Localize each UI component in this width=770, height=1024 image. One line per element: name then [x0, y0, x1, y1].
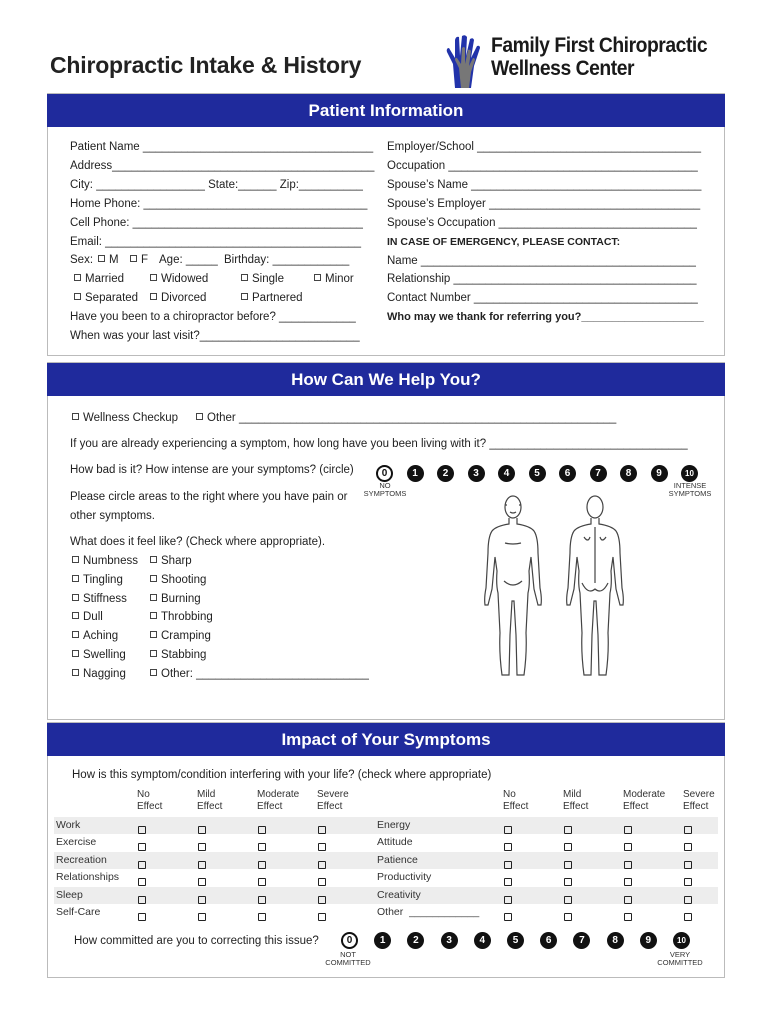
separated-checkbox[interactable]: [74, 291, 138, 305]
impact-row-label: Attitude: [377, 836, 413, 849]
commitment-scale-circle[interactable]: 0: [341, 932, 358, 949]
widowed-label: Widowed: [161, 273, 209, 285]
checkbox-icon: [138, 861, 146, 869]
sex-f-checkbox[interactable]: [130, 253, 148, 267]
feel-checkbox[interactable]: [150, 573, 206, 587]
feel-checkbox[interactable]: [72, 629, 118, 643]
address-field[interactable]: Address_________________________________________: [70, 160, 375, 172]
wellness-checkup-label: Wellness Checkup: [83, 412, 179, 424]
divorced-checkbox[interactable]: [150, 291, 206, 305]
table-row: [54, 834, 718, 851]
checkbox-icon: [318, 826, 326, 834]
feel-label: Tingling: [83, 573, 123, 586]
checkbox-icon: [150, 612, 157, 619]
intensity-scale-circle[interactable]: 9: [651, 465, 668, 482]
impact-column-header: Mild Effect: [563, 789, 589, 812]
feel-checkbox[interactable]: [72, 554, 138, 568]
single-checkbox[interactable]: [241, 272, 284, 286]
impact-row-label: Relationships: [56, 871, 120, 884]
feel-label: Aching: [83, 630, 119, 643]
feel-checkbox[interactable]: [150, 610, 213, 624]
impact-checkbox[interactable]: [504, 908, 512, 926]
impact-row-label: Creativity: [377, 888, 421, 901]
checkbox-icon: [624, 826, 632, 834]
sex-m-checkbox[interactable]: [98, 253, 119, 267]
feel-label: Stiffness: [83, 592, 127, 605]
feel-label: Burning: [161, 592, 201, 605]
checkbox-icon: [198, 913, 206, 921]
impact-row-label: Energy: [377, 819, 411, 831]
feel-label: Throbbing: [161, 611, 213, 624]
impact-column-header: No Effect: [137, 789, 163, 812]
help-heading: How Can We Help You?: [47, 363, 725, 396]
impact-checkbox[interactable]: [258, 908, 266, 926]
cell-phone-field[interactable]: Cell Phone: ____________________________________: [70, 217, 363, 229]
sex-f-label: F: [141, 254, 149, 266]
commitment-scale-circle[interactable]: 6: [540, 932, 557, 949]
intensity-scale-circle[interactable]: 0: [376, 465, 393, 482]
commitment-scale-circle[interactable]: 4: [474, 932, 491, 949]
checkbox-icon: [684, 826, 692, 834]
age-field[interactable]: Age: _____: [159, 254, 218, 266]
other-help-label: Other ___________________________________________________________: [207, 412, 617, 424]
checkbox-icon: [504, 913, 512, 921]
impact-column-header: Severe Effect: [683, 789, 715, 812]
impact-row-label: Exercise: [56, 836, 97, 849]
checkbox-icon: [258, 843, 266, 851]
intensity-scale-circle[interactable]: 4: [498, 465, 515, 482]
feel-checkbox[interactable]: [150, 667, 369, 681]
impact-row-label: Self-Care: [56, 906, 101, 918]
table-row: [54, 904, 718, 921]
impact-checkbox[interactable]: [138, 908, 146, 926]
clinic-name-line1: Family First Chiropractic: [491, 34, 708, 57]
checkbox-icon: [150, 669, 157, 676]
intensity-scale-circle[interactable]: 6: [559, 465, 576, 482]
checkbox-icon: [150, 594, 157, 601]
checkbox-icon: [684, 913, 692, 921]
commitment-high-label: VERY COMMITTED: [657, 950, 703, 967]
intensity-scale-circle[interactable]: 7: [590, 465, 607, 482]
occupation-field[interactable]: Occupation _______________________________________: [387, 160, 698, 172]
email-field[interactable]: Email: ________________________________________: [70, 236, 361, 248]
minor-checkbox[interactable]: [314, 272, 354, 286]
city-state-zip-field[interactable]: City: _________________ State:______ Zip:__________: [70, 179, 363, 191]
feel-label: Stabbing: [161, 649, 207, 661]
patient-name-field[interactable]: Patient Name ____________________________________: [70, 141, 374, 153]
checkbox-icon: [258, 913, 266, 921]
checkbox-icon: [564, 843, 572, 851]
body-back-diagram[interactable]: [560, 493, 630, 683]
impact-column-header: Mild Effect: [197, 789, 223, 812]
impact-row-label: Productivity: [377, 871, 432, 884]
emergency-contact-number-field[interactable]: Contact Number ___________________________________: [387, 292, 698, 304]
checkbox-icon: [684, 878, 692, 886]
intensity-scale-circle[interactable]: 10: [681, 465, 698, 482]
page-title: Chiropractic Intake & History: [50, 52, 362, 78]
checkbox-icon: [138, 826, 146, 834]
checkbox-icon: [564, 913, 572, 921]
checkbox-icon: [150, 650, 157, 657]
checkbox-icon: [564, 878, 572, 886]
checkbox-icon: [258, 861, 266, 869]
feel-label: Numbness: [83, 555, 138, 567]
checkbox-icon: [504, 896, 512, 904]
checkbox-icon: [72, 594, 79, 601]
checkbox-icon: [72, 669, 79, 676]
last-visit-field[interactable]: When was your last visit?_________________________: [70, 330, 360, 342]
feel-question: What does it feel like? (Check where appropriate).: [70, 536, 326, 548]
intensity-scale-circle[interactable]: 5: [529, 465, 546, 482]
referral-field[interactable]: Who may we thank for referring you?____________________: [387, 311, 704, 323]
clinic-name-line2: Wellness Center: [491, 57, 635, 80]
impact-question: How is this symptom/condition interfering with your life? (check where appropriate): [72, 769, 492, 781]
checkbox-icon: [198, 843, 206, 851]
intensity-low-label: NO SYMPTOMS: [363, 481, 407, 498]
widowed-checkbox[interactable]: [150, 272, 208, 286]
intensity-scale-circle[interactable]: 3: [468, 465, 485, 482]
impact-row-label: Work: [56, 819, 81, 831]
checkbox-icon: [318, 878, 326, 886]
partnered-checkbox[interactable]: [241, 291, 303, 305]
checkbox-icon: [72, 612, 79, 619]
table-row: [54, 869, 718, 886]
commitment-scale-circle[interactable]: 2: [407, 932, 424, 949]
feel-checkbox[interactable]: [150, 554, 192, 568]
birthday-field[interactable]: Birthday: ____________: [224, 254, 350, 266]
impact-checkbox[interactable]: [624, 908, 632, 926]
impact-checkbox[interactable]: [684, 908, 692, 926]
spouse-name-field[interactable]: Spouse’s Name ____________________________________: [387, 179, 702, 191]
married-label: Married: [85, 273, 124, 285]
spouse-occupation-field[interactable]: Spouse’s Occupation _______________________________: [387, 217, 697, 229]
impact-row-label: Recreation: [56, 853, 107, 866]
sex-label: Sex:: [70, 254, 94, 266]
impact-column-header: Moderate Effect: [623, 789, 666, 812]
checkbox-icon: [198, 878, 206, 886]
table-row: [54, 817, 718, 834]
checkbox-icon: [504, 861, 512, 869]
feel-checkbox[interactable]: [150, 592, 201, 606]
commitment-question: How committed are you to correcting this issue?: [74, 935, 319, 947]
divorced-label: Divorced: [161, 292, 207, 304]
commitment-scale-circle[interactable]: 7: [573, 932, 590, 949]
checkbox-icon: [624, 878, 632, 886]
table-row: [54, 852, 718, 869]
hand-logo-icon: [441, 34, 489, 90]
feel-label: Dull: [83, 611, 103, 624]
checkbox-icon: [198, 826, 206, 834]
checkbox-icon: [150, 556, 157, 563]
checkbox-icon: [72, 556, 79, 563]
checkbox-icon: [198, 861, 206, 869]
commitment-scale-circle[interactable]: 8: [607, 932, 624, 949]
checkbox-icon: [684, 896, 692, 904]
checkbox-icon: [504, 843, 512, 851]
spouse-employer-field[interactable]: Spouse’s Employer _________________________________: [387, 198, 701, 210]
feel-label: Swelling: [83, 649, 126, 661]
checkbox-icon: [684, 843, 692, 851]
feel-checkbox[interactable]: [72, 610, 103, 624]
checkbox-icon: [504, 826, 512, 834]
checkbox-icon: [138, 878, 146, 886]
feel-checkbox[interactable]: [150, 648, 206, 662]
body-front-diagram[interactable]: [478, 493, 548, 683]
impact-heading: Impact of Your Symptoms: [47, 723, 725, 756]
intensity-scale-circle[interactable]: 1: [407, 465, 424, 482]
impact-column-header: Severe Effect: [317, 789, 349, 812]
checkbox-icon: [318, 861, 326, 869]
feel-checkbox[interactable]: [72, 592, 127, 606]
sex-m-label: M: [109, 254, 119, 266]
employer-field[interactable]: Employer/School ___________________________________: [387, 141, 701, 153]
intensity-scale-circle[interactable]: 2: [437, 465, 454, 482]
checkbox-icon: [72, 631, 79, 638]
checkbox-icon: [198, 896, 206, 904]
commitment-scale-circle[interactable]: 3: [441, 932, 458, 949]
checkbox-icon: [624, 843, 632, 851]
checkbox-icon: [258, 896, 266, 904]
checkbox-icon: [564, 861, 572, 869]
checkbox-icon: [504, 878, 512, 886]
checkbox-icon: [138, 896, 146, 904]
emergency-contact-heading: IN CASE OF EMERGENCY, PLEASE CONTACT:: [387, 236, 621, 248]
feel-checkbox[interactable]: [72, 667, 126, 681]
partnered-label: Partnered: [252, 292, 303, 304]
symptom-duration-field[interactable]: If you are already experiencing a symptom, how long have you been living with it? _______________________________: [70, 438, 688, 450]
patient-info-heading: Patient Information: [47, 94, 725, 127]
checkbox-icon: [138, 843, 146, 851]
checkbox-icon: [624, 861, 632, 869]
single-label: Single: [252, 273, 284, 285]
checkbox-icon: [258, 826, 266, 834]
emergency-relationship-field[interactable]: Relationship ______________________________________: [387, 273, 697, 285]
circle-areas-instruction-2: other symptoms.: [70, 510, 155, 522]
feel-label: Sharp: [161, 555, 192, 567]
impact-row-label: Other ____________: [377, 906, 480, 918]
other-help-field[interactable]: [196, 411, 616, 425]
impact-checkbox[interactable]: [564, 908, 572, 926]
circle-areas-instruction-1: Please circle areas to the right where you have pain or: [70, 491, 348, 503]
impact-checkbox[interactable]: [198, 908, 206, 926]
wellness-checkup-checkbox[interactable]: [72, 411, 178, 425]
commitment-scale-circle[interactable]: 9: [640, 932, 657, 949]
checkbox-icon: [624, 913, 632, 921]
checkbox-icon: [138, 913, 146, 921]
impact-column-header: Moderate Effect: [257, 789, 300, 812]
commitment-low-label: NOT COMMITTED: [325, 950, 371, 967]
separated-label: Separated: [85, 292, 139, 304]
intensity-high-label: INTENSE SYMPTOMS: [668, 481, 712, 498]
impact-checkbox[interactable]: [318, 908, 326, 926]
home-phone-field[interactable]: Home Phone: ___________________________________: [70, 198, 368, 210]
commitment-scale-circle[interactable]: 1: [374, 932, 391, 949]
clinic-name: [491, 34, 707, 80]
commitment-scale-circle[interactable]: 10: [673, 932, 690, 949]
impact-column-header: No Effect: [503, 789, 529, 812]
impact-row-label: Patience: [377, 853, 418, 866]
checkbox-icon: [72, 650, 79, 657]
married-checkbox[interactable]: [74, 272, 124, 286]
feel-checkbox[interactable]: [72, 573, 123, 587]
previous-chiropractor-field[interactable]: Have you been to a chiropractor before? ____________: [70, 311, 356, 323]
checkbox-icon: [564, 896, 572, 904]
table-row: [54, 887, 718, 904]
checkbox-icon: [564, 826, 572, 834]
checkbox-icon: [150, 575, 157, 582]
intensity-question: How bad is it? How intense are your symptoms? (circle): [70, 464, 354, 476]
checkbox-icon: [72, 575, 79, 582]
checkbox-icon: [684, 861, 692, 869]
checkbox-icon: [258, 878, 266, 886]
feel-checkbox[interactable]: [150, 629, 211, 643]
feel-label: Shooting: [161, 573, 207, 586]
feel-label: Cramping: [161, 630, 211, 643]
emergency-name-field[interactable]: Name ___________________________________________: [387, 255, 696, 267]
checkbox-icon: [624, 896, 632, 904]
impact-row-label: Sleep: [56, 888, 83, 901]
intensity-scale-circle[interactable]: 8: [620, 465, 637, 482]
checkbox-icon: [318, 896, 326, 904]
checkbox-icon: [150, 631, 157, 638]
minor-label: Minor: [325, 273, 354, 285]
checkbox-icon: [318, 913, 326, 921]
checkbox-icon: [318, 843, 326, 851]
feel-checkbox[interactable]: [72, 648, 126, 662]
commitment-scale-circle[interactable]: 5: [507, 932, 524, 949]
feel-label: Other: ___________________________: [161, 667, 369, 680]
feel-label: Nagging: [83, 667, 126, 680]
